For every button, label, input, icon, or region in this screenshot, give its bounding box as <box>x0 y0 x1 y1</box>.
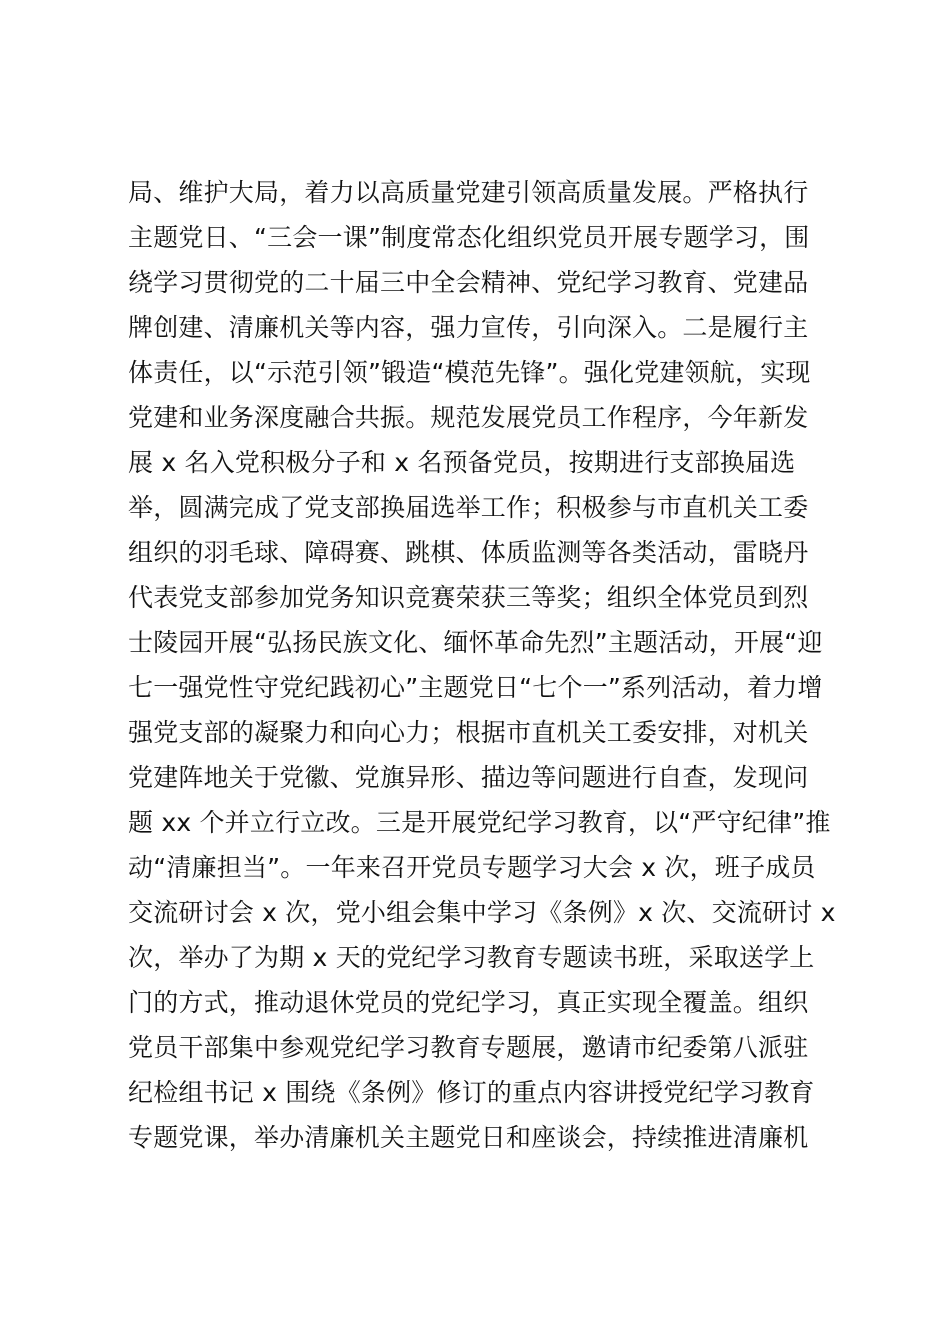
text-line: 组织的羽毛球、障碍赛、跳棋、体质监测等各类活动，雷晓丹 <box>128 538 809 567</box>
text-line: 牌创建、清廉机关等内容，强力宣传，引向深入。二是履行主 <box>128 313 809 342</box>
text-line: 展 x 名入党积极分子和 x 名预备党员，按期进行支部换届选 <box>128 448 796 477</box>
text-line: 党建和业务深度融合共振。规范发展党员工作程序，今年新发 <box>128 403 809 432</box>
text-line: 纪检组书记 x 围绕《条例》修订的重点内容讲授党纪学习教育 <box>128 1078 815 1107</box>
text-line: 动“清廉担当”。一年来召开党员专题学习大会 x 次，班子成员 <box>128 853 816 882</box>
text-line: 党员干部集中参观党纪学习教育专题展，邀请市纪委第八派驻 <box>128 1033 809 1062</box>
text-line: 绕学习贯彻党的二十届三中全会精神、党纪学习教育、党建品 <box>128 268 809 297</box>
text-line: 士陵园开展“弘扬民族文化、缅怀革命先烈”主题活动，开展“迎 <box>128 628 823 657</box>
body-paragraph <box>128 170 848 1160</box>
text-line: 体责任，以“示范引领”锻造“模范先锋”。强化党建领航，实现 <box>128 358 811 387</box>
text-line: 党建阵地关于党徽、党旗异形、描边等问题进行自查，发现问 <box>128 763 809 792</box>
text-line: 代表党支部参加党务知识竞赛荣获三等奖；组织全体党员到烈 <box>128 583 809 612</box>
text-line: 七一强党性守党纪践初心”主题党日“七个一”系列活动，着力增 <box>128 673 823 702</box>
text-line: 局、维护大局，着力以高质量党建引领高质量发展。严格执行 <box>128 178 809 207</box>
text-line: 强党支部的凝聚力和向心力；根据市直机关工委安排，对机关 <box>128 718 809 747</box>
text-line: 专题党课，举办清廉机关主题党日和座谈会，持续推进清廉机 <box>128 1123 809 1152</box>
text-line: 主题党日、“三会一课”制度常态化组织党员开展专题学习，围 <box>128 223 810 252</box>
text-line: 交流研讨会 x 次，党小组会集中学习《条例》x 次、交流研讨 x <box>128 898 836 927</box>
text-line: 题 xx 个并立行立改。三是开展党纪学习教育，以“严守纪律”推 <box>128 808 831 837</box>
text-line: 次，举办了为期 x 天的党纪学习教育专题读书班，采取送学上 <box>128 943 815 972</box>
text-line: 举，圆满完成了党支部换届选举工作；积极参与市直机关工委 <box>128 493 809 522</box>
text-line: 门的方式，推动退休党员的党纪学习，真正实现全覆盖。组织 <box>128 988 809 1017</box>
